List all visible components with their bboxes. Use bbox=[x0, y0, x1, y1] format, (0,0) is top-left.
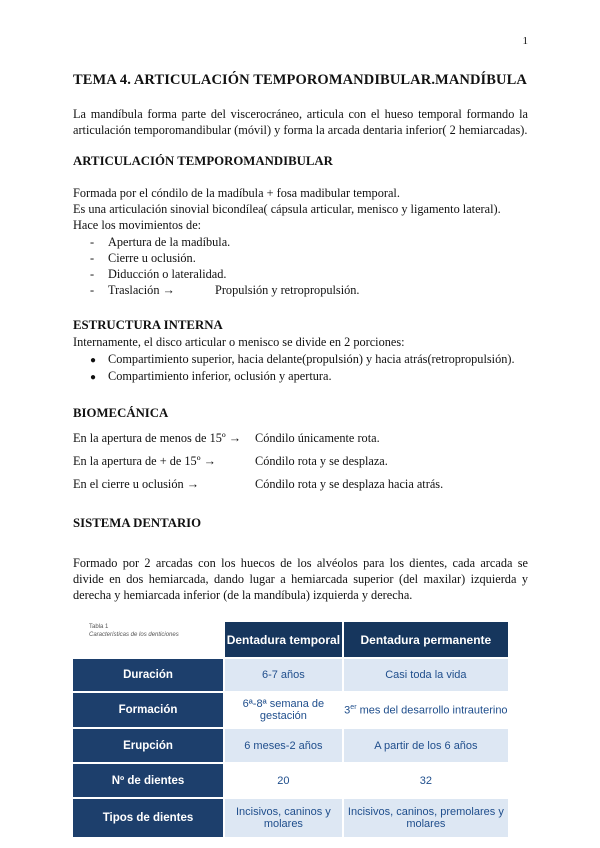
table-header-permanent: Dentadura permanente bbox=[343, 622, 508, 658]
table-caption bbox=[89, 623, 179, 639]
atm-line-2: Es una articulación sinovial bicondílea( cápsula articular, menisco y ligamento lateral). bbox=[73, 202, 501, 216]
atm-line-1: Formada por el cóndilo de la madíbula + fosa madibular temporal. bbox=[73, 186, 400, 200]
cell-permanent: 32 bbox=[343, 763, 508, 798]
row-label: Erupción bbox=[73, 728, 224, 763]
biomechanics-result: Cóndilo rota y se desplaza hacia atrás. bbox=[255, 477, 444, 491]
row-label: Tipos de dientes bbox=[73, 798, 224, 837]
row-label: Duración bbox=[73, 658, 224, 692]
structure-bullet-item: ● Compartimiento superior, hacia delante(propulsión) y hacia atrás(retropropulsión). bbox=[90, 352, 515, 366]
cell-permanent: A partir de los 6 años bbox=[343, 728, 508, 763]
structure-bullet-item: ● Compartimiento inferior, oclusión y apertura. bbox=[90, 369, 332, 383]
cell-permanent: Casi toda la vida bbox=[343, 658, 508, 692]
cell-temporal: 6-7 años bbox=[224, 658, 343, 692]
biomechanics-condition: En la apertura de menos de 15º → bbox=[73, 431, 242, 445]
structure-line: Internamente, el disco articular o menisco se divide en 2 porciones: bbox=[73, 335, 405, 349]
table-row bbox=[73, 692, 508, 728]
atm-line-3: Hace los movimientos de: bbox=[73, 218, 202, 232]
biomechanics-result: Cóndilo únicamente rota. bbox=[255, 431, 380, 445]
row-label: Nº de dientes bbox=[73, 763, 224, 798]
translation-detail: Propulsión y retropropulsión. bbox=[215, 283, 360, 297]
page-title: TEMA 4. ARTICULACIÓN TEMPOROMANDIBULAR.MANDÍBULA bbox=[73, 72, 527, 88]
table-row bbox=[73, 728, 508, 763]
section-heading-structure: ESTRUCTURA INTERNA bbox=[73, 318, 223, 332]
section-heading-biomechanics: BIOMECÁNICA bbox=[73, 406, 169, 420]
biomechanics-condition: En la apertura de + de 15º → bbox=[73, 454, 216, 468]
cell-temporal: Incisivos, caninos y molares bbox=[224, 798, 343, 837]
dentition-table bbox=[73, 622, 508, 837]
cell-permanent: 3er mes del desarrollo intrauterino bbox=[343, 692, 508, 728]
movement-item: - Cierre u oclusión. bbox=[90, 251, 196, 265]
biomechanics-result: Cóndilo rota y se desplaza. bbox=[255, 454, 388, 468]
section-heading-dental: SISTEMA DENTARIO bbox=[73, 516, 202, 530]
page-number: 1 bbox=[522, 35, 528, 47]
table-header-temporal: Dentadura temporal bbox=[224, 622, 343, 658]
intro-paragraph: La mandíbula forma parte del viscerocráneo, articula con el hueso temporal formando la articulación temporomandibular (móvil) y forma la arcada dentaria inferior( 2 hemiarcadas). bbox=[73, 107, 528, 137]
biomechanics-condition: En el cierre u oclusión → bbox=[73, 477, 200, 491]
cell-temporal: 6 meses-2 años bbox=[224, 728, 343, 763]
cell-permanent: Incisivos, caninos, premolares y molares bbox=[343, 798, 508, 837]
row-label: Formación bbox=[73, 692, 224, 728]
movement-item: - Apertura de la madíbula. bbox=[90, 235, 231, 249]
table-row bbox=[73, 658, 508, 692]
dental-paragraph: Formado por 2 arcadas con los huecos de los alvéolos para los dientes, cada arcada se divide en dos hemiarcada, dando lugar a hemiarcada superior (del maxilar) izquierda y derecha y hemiarcada inferior (de la mandíbula) izquierda y derecha. bbox=[73, 556, 528, 602]
cell-temporal: 20 bbox=[224, 763, 343, 798]
table-row bbox=[73, 763, 508, 798]
table-row bbox=[73, 798, 508, 837]
cell-temporal: 6ª-8ª semana de gestación bbox=[224, 692, 343, 728]
table-caption-label: Tabla 1 bbox=[89, 624, 109, 630]
movement-item: - Traslación → bbox=[90, 283, 175, 297]
movement-item: - Diducción o lateralidad. bbox=[90, 267, 227, 281]
section-heading-atm: ARTICULACIÓN TEMPOROMANDIBULAR bbox=[73, 154, 333, 168]
table-caption-title: Características de los denticiones bbox=[89, 632, 179, 638]
